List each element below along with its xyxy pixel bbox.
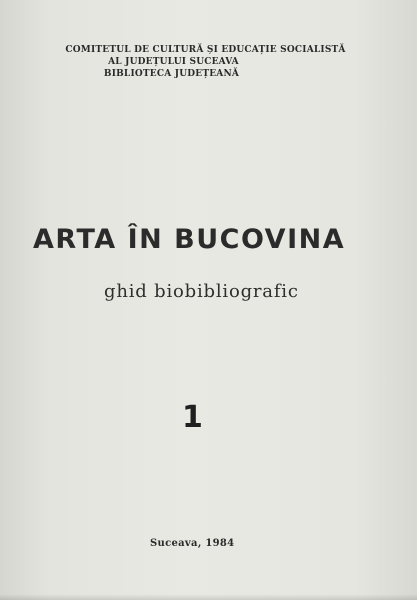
- volume-number: 1: [182, 400, 203, 435]
- publisher-line-3: BIBLIOTECA JUDEȚEANĂ: [103, 69, 240, 79]
- imprint-place-year: Suceava, 1984: [150, 538, 235, 549]
- book-subtitle: ghid biobibliografic: [104, 281, 299, 302]
- book-title: ARTA ÎN BUCOVINA: [33, 224, 346, 255]
- publisher-line-2: AL JUDEȚULUI SUCEAVA: [108, 57, 239, 67]
- publisher-header: [0, 44, 417, 80]
- publisher-line-1: COMITETUL DE CULTURĂ ȘI EDUCAȚIE SOCIALISTĂ: [65, 45, 346, 55]
- page-bottom-edge: [0, 594, 417, 600]
